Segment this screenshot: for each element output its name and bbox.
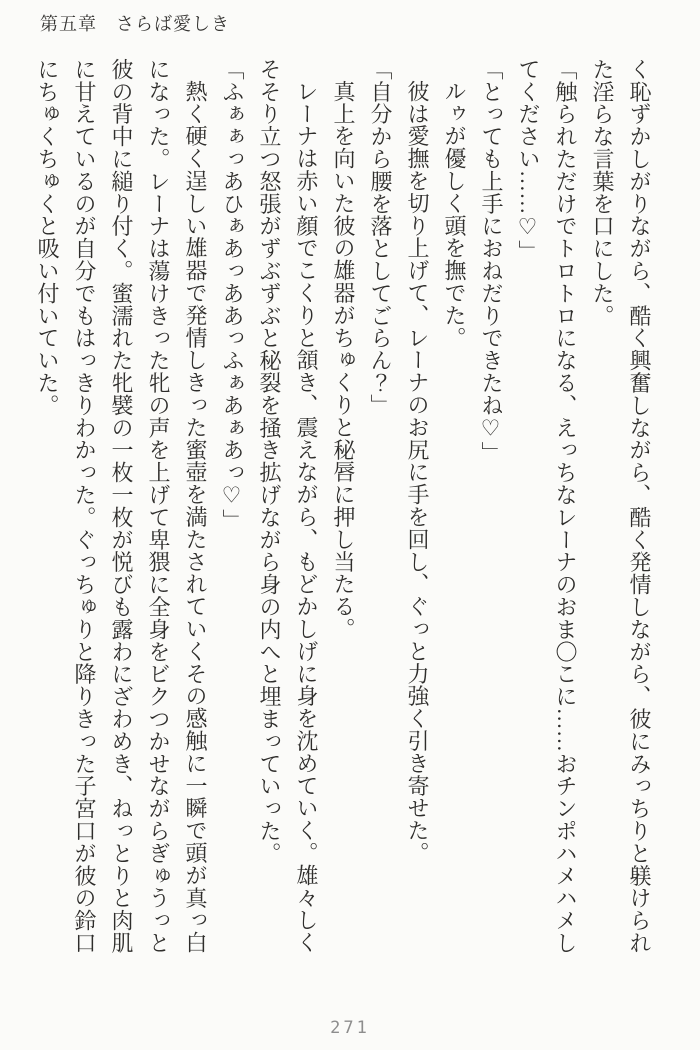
paragraph-dialogue: 「とっても上手におねだりできたね♡」 <box>479 58 504 465</box>
paragraph-dialogue: 「ふぁぁっあひぁあっああっふぁあぁあっ♡」 <box>220 58 245 532</box>
paragraph: 熱く硬く逞しい雄器で発情しきった蜜壺を満たされていくその感触に一瞬で頭が真っ白になった。レーナは蕩けきった牝の声を上げて卑猥に全身をビクつかせながらぎゅうっと彼の背中に縋り付く。蜜濡れた牝襞の一枚一枚が悦びも露わにざわめき、ねっとりと肉肌に甘えているのが自分でもはっきりわかった。ぐっちゅりと降りきった子宮口が彼の鈴口にちゅくちゅくと吸い付いていた。 <box>35 58 208 954</box>
body-text <box>28 58 658 955</box>
paragraph: 彼は愛撫を切り上げて、レーナのお尻に手を回し、ぐっと力強く引き寄せた。 <box>405 80 430 864</box>
paragraph: レーナは赤い顔でこくりと頷き、震えながら、もどかしげに身を沈めていく。雄々しくそそり立つ怒張がずぶずぶと秘裂を掻き拡げながら身の内へと埋まっていった。 <box>257 58 319 954</box>
chapter-header: 第五章 さらば愛しき <box>40 14 230 34</box>
paragraph: 真上を向いた彼の雄器がちゅくりと秘唇に押し当たる。 <box>331 80 356 640</box>
paragraph-dialogue: 「触られただけでトロトロになる、えっちなレーナのおま〇こに……おチンポハメハメしてください……♡」 <box>516 58 578 954</box>
paragraph-dialogue: 「自分から腰を落としてごらん？」 <box>368 58 393 417</box>
paragraph: く恥ずかしがりながら、酷く興奮しながら、酷く発情しながら、彼にみっちりと躾けられた淫らな言葉を口にした。 <box>590 58 652 954</box>
paragraph: ルゥが優しく頭を撫でた。 <box>442 80 467 349</box>
page-number: 271 <box>330 1018 370 1038</box>
